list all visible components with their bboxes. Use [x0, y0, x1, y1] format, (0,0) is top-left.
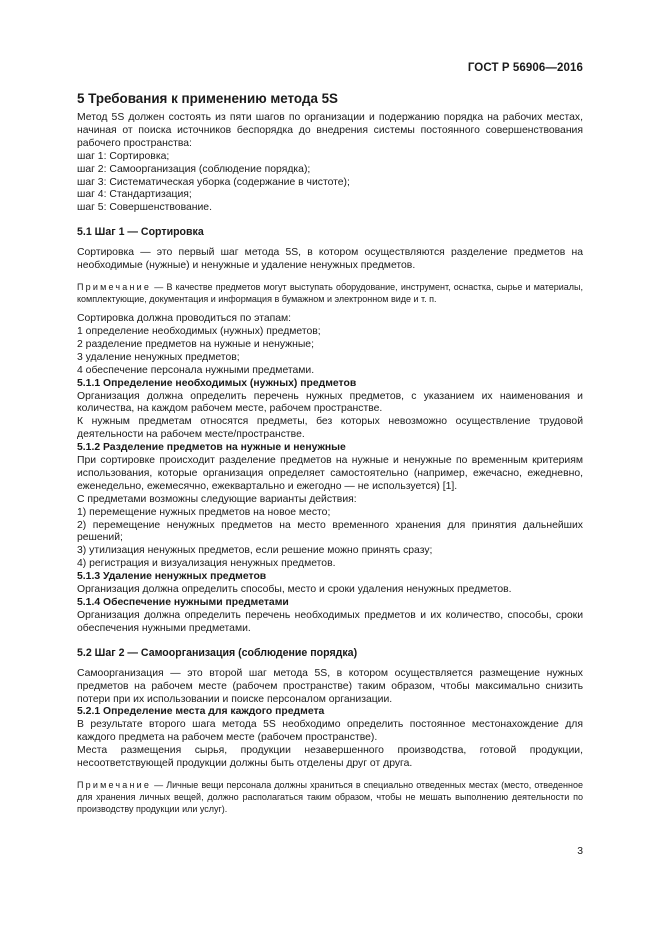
section-5-1-4-text: Организация должна определить перечень необходимых предметов и их количество, способы, сроки обеспечения нужными предметами. [77, 609, 583, 634]
section-5-2-text: Самоорганизация — это второй шаг метода 5S, в котором осуществляется размещение нужных предметов на рабочем месте (рабочем пространстве) таким образом, чтобы максимально снизить потери при их использовании и поиске персоналом организации. [77, 667, 583, 705]
section-5-intro: Метод 5S должен состоять из пяти шагов по организации и подержанию порядка на рабочих местах, начиная от поиска источников беспорядка до внедрения системы постоянного совершенствования рабочего пространства: [77, 112, 583, 149]
section-5-1-4-title: 5.1.4 Обеспечение нужными предметами [77, 597, 289, 608]
page-number: 3 [577, 846, 583, 857]
stages-intro: Сортировка должна проводиться по этапам: [77, 313, 292, 325]
list-item: 1 определение необходимых (нужных) предметов; [77, 325, 321, 337]
section-5-2-title: 5.2 Шаг 2 — Самоорганизация (соблюдение порядка) [77, 646, 358, 659]
list-item: 2) перемещение ненужных предметов на место временного хранения для принятия дальнейших решений; [77, 519, 583, 544]
section-5-2-1-text-2: Места размещения сырья, продукции незавершенного производства, готовой продукции, несоответствующей продукции должны быть отделены друг от друга. [77, 745, 583, 770]
list-item: 1) перемещение нужных предметов на новое место; [77, 506, 331, 518]
actions-list [77, 507, 583, 572]
section-5-1-2-text-2: С предметами возможны следующие варианты действия: [77, 493, 357, 505]
section-5-1-1-title: 5.1.1 Определение необходимых (нужных) предметов [77, 377, 357, 389]
list-item: шаг 2: Самоорганизация (соблюдение порядка); [77, 163, 311, 175]
list-item: 4) регистрация и визуализация ненужных предметов. [77, 558, 336, 570]
steps-list [77, 151, 583, 216]
list-item: шаг 1: Сортировка; [77, 150, 170, 162]
section-5-1-1-text-1: Организация должна определить перечень нужных предметов, с указанием их наименования и количества, на каждом рабочем месте, рабочем пространстве. [77, 390, 583, 415]
list-item: шаг 5: Совершенствование. [77, 202, 212, 214]
content-flow [77, 112, 583, 815]
note-5-1: Примечание — В качестве предметов могут выступать оборудование, инструмент, оснастка, сырье и материалы, комплектующие, документация и информация в бумажном и электронном виде и т. п. [77, 282, 583, 305]
section-5-1-1-text-2: К нужным предметам относятся предметы, без которых невозможно осуществление трудовой деятельности на рабочем месте/пространстве. [77, 416, 583, 441]
section-5-1-title: 5.1 Шаг 1 — Сортировка [77, 226, 204, 239]
section-5-1-3-title: 5.1.3 Удаление ненужных предметов [77, 571, 267, 583]
section-5-1-2-text-1: При сортировке происходит разделение предметов на нужные и ненужные по временным критериям использования, которые организация определяет самостоятельно (например, ежечасно, ежедневно, еженедельно, ежемесячно, ежеквартально и ежегодно — не используется) [1]. [77, 455, 583, 492]
document-code: ГОСТ Р 56906—2016 [467, 62, 583, 74]
section-5-2-1-title: 5.2.1 Определение места для каждого предмета [77, 706, 325, 718]
section-5-title: 5 Требования к применению метода 5S [77, 91, 338, 106]
list-item: шаг 3: Систематическая уборка (содержание в чистоте); [77, 176, 350, 188]
section-5-2-1-text-1: В результате второго шага метода 5S необходимо определить постоянное местонахождение для каждого предмета на рабочем месте (рабочем пространстве). [77, 719, 583, 744]
list-item: 4 обеспечение персонала нужными предметами. [77, 364, 315, 376]
list-item: 2 разделение предметов на нужные и ненужные; [77, 338, 314, 350]
section-5-1-3-text: Организация должна определить способы, место и сроки удаления ненужных предметов. [77, 584, 512, 596]
stages-list [77, 326, 583, 378]
list-item: 3) утилизация ненужных предметов, если решение можно принять сразу; [77, 545, 433, 557]
note-5-2-1: Примечание — Личные вещи персонала должны храниться в специально отведенных местах (место, отведенное для хранения личных вещей, должно располагаться таким образом, чтобы не мешать выполнению деятельности по производству продукции или услуг). [77, 779, 583, 814]
list-item: 3 удаление ненужных предметов; [77, 351, 240, 363]
list-item: шаг 4: Стандартизация; [77, 189, 192, 201]
section-5-1-text: Сортировка — это первый шаг метода 5S, в котором осуществляются разделение предметов на необходимые (нужные) и ненужные и удаление ненужных предметов. [77, 247, 583, 272]
section-5-1-2-title: 5.1.2 Разделение предметов на нужные и ненужные [77, 442, 346, 454]
